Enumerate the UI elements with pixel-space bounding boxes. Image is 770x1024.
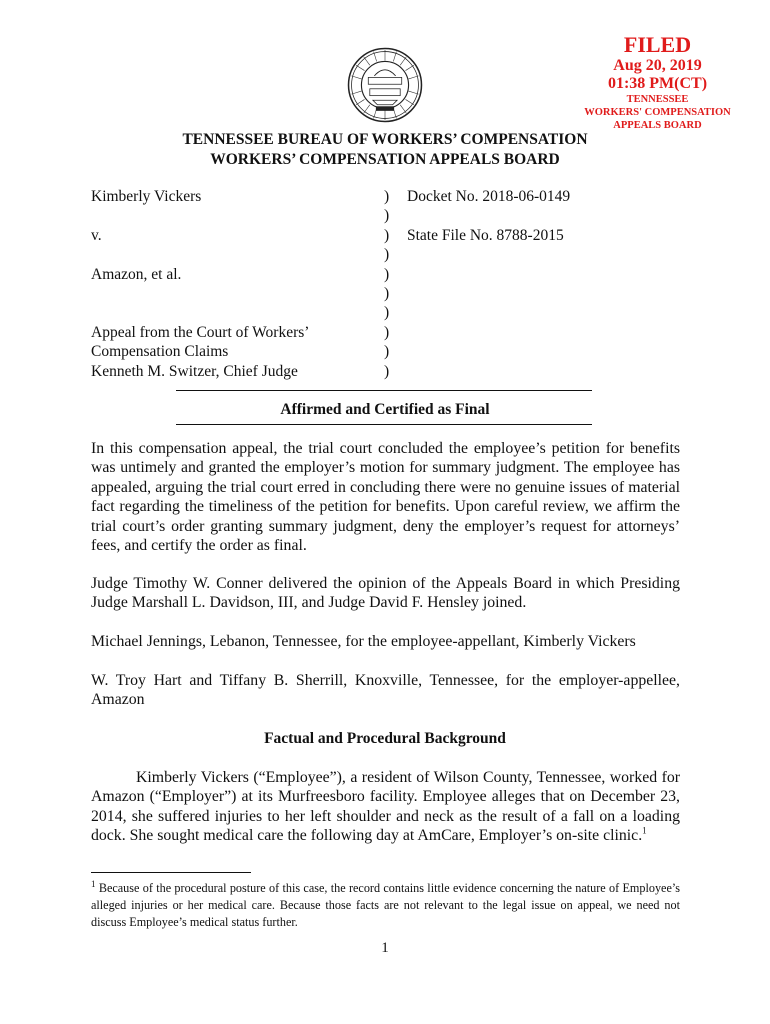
stamp-line-1: TENNESSEE (626, 94, 689, 105)
caption-row (91, 245, 691, 264)
caption-paren: ) (384, 362, 390, 380)
caption-paren: ) (384, 207, 390, 225)
caption-row (91, 342, 691, 361)
section-heading: Factual and Procedural Background (264, 730, 506, 747)
caption-left: Appeal from the Court of Workers’ (91, 323, 310, 341)
caption-paren: ) (384, 323, 390, 341)
page-number: 1 (381, 940, 389, 956)
caption-left: Compensation Claims (91, 343, 229, 361)
caption-left: Kimberly Vickers (91, 188, 202, 205)
footnote (91, 880, 680, 931)
stamp-filed-label: FILED (623, 32, 692, 57)
caption-paren: ) (384, 265, 390, 283)
caption-left: Amazon, et al. (91, 265, 182, 283)
caption-left: v. (91, 226, 102, 244)
agency-title: TENNESSEE BUREAU OF WORKERS’ COMPENSATION (182, 131, 588, 148)
caption-paren: ) (384, 246, 390, 264)
tennessee-state-seal-icon (347, 47, 423, 123)
divider-top (176, 390, 592, 391)
caption-row (91, 362, 691, 381)
footnote-divider (91, 872, 251, 873)
stamp-date: Aug 20, 2019 (613, 57, 702, 74)
appellee-counsel: W. Troy Hart and Tiffany B. Sherrill, Knoxville, Tennessee, for the employer-appellee, Amazon (91, 672, 680, 709)
background-paragraph (91, 768, 680, 846)
caption-row (91, 303, 691, 322)
case-caption (91, 187, 691, 381)
caption-right: Docket No. 2018-06-0149 (407, 188, 571, 205)
caption-row (91, 226, 691, 245)
summary-paragraph: In this compensation appeal, the trial court concluded the employee’s petition for benefits was untimely and granted the employer’s motion for summary judgment. The employee has appealed, arguing the trial court erred in concluding there were no genuine issues of material fact regarding the timeliness of the petition for benefits. Upon careful review, we affirm the trial court’s order granting summary judgment, deny the employer’s request for attorneys’ fees, and certify the order as final. (91, 440, 680, 555)
opinion-author-paragraph: Judge Timothy W. Conner delivered the opinion of the Appeals Board in which Presiding Judge Marshall L. Davidson, III, and Judge David F. Hensley joined. (91, 575, 680, 612)
disposition-heading: Affirmed and Certified as Final (280, 401, 490, 418)
appellant-counsel: Michael Jennings, Lebanon, Tennessee, for the employee-appellant, Kimberly Vickers (91, 633, 636, 650)
footnote-number: 1 (91, 878, 96, 889)
caption-right: State File No. 8788-2015 (407, 226, 564, 244)
stamp-line-2: WORKERS' COMPENSATION (584, 107, 731, 118)
stamp-line-3: APPEALS BOARD (613, 120, 702, 131)
caption-paren: ) (384, 226, 390, 244)
background-text: Kimberly Vickers (“Employee”), a resident of Wilson County, Tennessee, worked for Amazon (“Employer”) at its Murfreesboro facility. Employee alleges that on December 23, 2014, she suffered injuries to her left shoulder and neck as the result of a fall on a loading dock. She sought medical care the following day at AmCare, Employer’s on-site clinic. (91, 769, 680, 845)
caption-paren: ) (384, 304, 390, 322)
caption-row (91, 284, 691, 303)
stamp-time: 01:38 PM(CT) (607, 75, 708, 92)
caption-paren: ) (384, 284, 390, 302)
footnote-reference[interactable]: 1 (642, 825, 647, 836)
caption-row (91, 187, 691, 206)
caption-row (91, 206, 691, 225)
footnote-text: Because of the procedural posture of this case, the record contains little evidence concerning the nature of Employee’s alleged injuries or her medical care. Because those facts are not relevant to the legal issue on appeal, we need not discuss Employee’s medical status further. (91, 881, 681, 929)
board-title: WORKERS’ COMPENSATION APPEALS BOARD (210, 151, 560, 168)
filed-stamp (570, 34, 745, 132)
caption-paren: ) (384, 343, 390, 361)
caption-left: Kenneth M. Switzer, Chief Judge (91, 362, 298, 380)
caption-row (91, 323, 691, 342)
caption-row (91, 265, 691, 284)
caption-paren: ) (384, 188, 390, 205)
divider-bottom (176, 424, 592, 425)
